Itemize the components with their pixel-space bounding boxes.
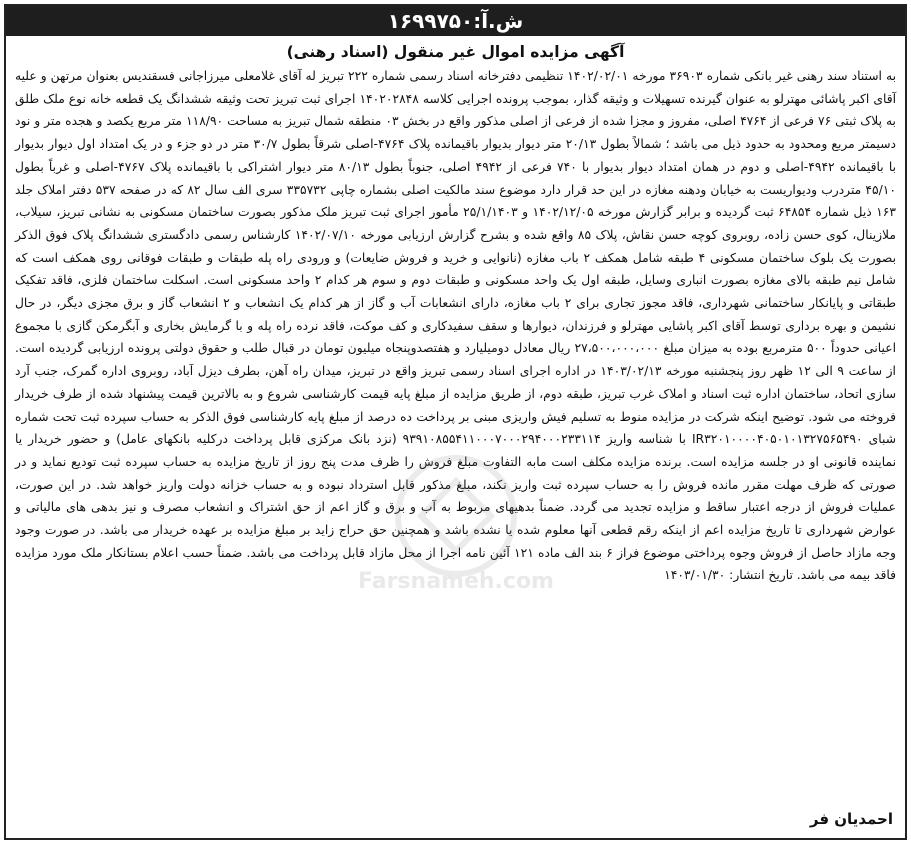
watermark-text: Farsnameh.com bbox=[358, 569, 554, 594]
notice-code-header bbox=[6, 6, 905, 36]
notice-body-paragraph: به استناد سند رهنی غیر بانکی شماره ۳۶۹۰۳ مورخه ۱۴۰۲/۰۲/۰۱ تنظیمی دفترخانه اسناد رسمی شماره ۲۲۲ تبریز له آقای غلامعلی میرزاجانی فسقندیس بعنوان مرتهن و علیه آقای اکبر پاشائی مهترلو به عنوان گیرنده تسهیلات و وثیقه گذار، بموجب پرونده اجرایی کلاسه ۱۴۰۲۰۲۸۴۸ اجرای ثبت تبریز تحت وثیقه ششدانگ یک قطعه خانه نوع ملک طلق به پلاک ثبتی ۷۶ فرعی از ۴۷۶۴ اصلی، مفروز و مجزا شده از فرعی از اصلی مذکور واقع در بخش ۰۳ منطقه شمال تبریز به مساحت ۱۱۸/۹۰ متر مربع یکصد و هجده متر و نود دسیمتر مربع ومحدود به حدود ذیل می باشد ؛ شمالاً بطول ۲۰/۱۳ متر دیوار بدیوار باقیمانده پلاک ۴۷۶۴-اصلی شرقاً بطول ۳۰/۷ متر در دو جزء و در یک امتداد اول دیوار بدیوار با باقیمانده ۴۹۴۲-اصلی و دوم در همان امتداد دیوار بدیوار با ۷۴۰ فرعی از ۴۹۴۲ اصلی، جنوباً بطول ۸۰/۱۳ متر دیوار اشتراکی با باقیمانده پلاک ۴۷۶۷-اصلی و غرباً بطول ۴۵/۱۰ متردرب ودیواریست به خیابان ودهنه مغازه در این حد قرار دارد موضوع سند مالکیت اصلی بشماره چاپی ۳۳۵۷۳۲ سری الف سال ۸۲ که در صفحه ۵۳۷ دفتر املاک جلد ۱۶۳ ذیل شماره ۶۴۸۵۴ ثبت گردیده و برابر گزارش مورخه ۱۴۰۲/۱۲/۰۵ و ۲۵/۱/۱۴۰۳ مأمور اجرای ثبت تبریز ملک مذکور بصورت ساختمان مسکونی به نشانی تبریز، سیلاب، ملازینال، کوی حسن زاده، روبروی کوچه حسن نقاش، پلاک ۸۵ واقع شده و بشرح گزارش ارزیابی مورخه ۱۴۰۲/۰۷/۱۰ کارشناس رسمی دادگستری ششدانگ پلاک فوق الذکر بصورت یک بلوک ساختمان مسکونی ۴ طبقه شامل همکف ۲ باب مغازه (نانوایی و خرید و فروش ضایعات) و ورودی راه پله طبقات و طبقات فوقانی روی همکف است که شامل نیم طبقه بالای مغازه بصورت انباری وسایل، طبقه اول یک واحد مسکونی و طبقات دوم و سوم هر کدام ۲ واحد مسکونی است. اسکلت ساختمان فلزی، فاقد تفکیک طبقاتی و پایانکار ساختمانی شهرداری، فاقد مجوز تجاری برای ۲ باب مغازه، دارای انشعابات آب و گاز از هر کدام یک انشعاب و ۲ انشعاب گاز و برق مجزی دیگر، در حال نشیمن و بهره برداری توسط آقای اکبر پاشایی مهترلو و فرزندان، دیوارها و سقف سفیدکاری و کف موکت، فاقد نرده راه پله و با گرمایش بخاری و آبگرمکن گازی با مجموع اعیانی حدوداً ۵۰۰ مترمربع بوده به میزان مبلغ ۲۷،۵۰۰،۰۰۰،۰۰۰ ریال معادل دومیلیارد و هفتصدوپنجاه میلیون تومان در قبال طلب و حقوق دولتی پرونده ارزیابی گردیده است. از ساعت ۹ الی ۱۲ ظهر روز پنجشنبه مورخه ۱۴۰۳/۰۲/۱۳ در اداره اجرای اسناد رسمی تبریز واقع در تبریز، میدان راه آهن، بطرف دیزل آباد، روبروی اداره گمرک، جنب آرد سازی اتحاد، ساختمان اداره ثبت اسناد و املاک غرب تبریز، طبقه دوم، از طریق مزایده از مبلغ پایه قیمت کارشناسی شروع و به بالاترین قیمت پیشنهاد شده از طرف خریدار فروخته می شود. توضیح اینکه شرکت در مزایده منوط به تسلیم فیش واریزی مبنی بر پرداخت ده درصد از مبلغ پایه کارشناسی فوق الذکر به حساب سپرده ثبت تحت شماره شبای IR۳۲۰۱۰۰۰۰۴۰۵۰۱۰۱۳۲۷۵۶۵۴۹۰ با شناسه واریز ۹۳۹۱۰۸۵۵۴۱۱۰۰۰۷۰۰۰۲۹۴۰۰۰۲۳۳۱۱۴ (نزد بانک مرکزی قابل پرداخت درکلیه بانکهای عامل) و حضور خریدار یا نماینده قانونی او در جلسه مزایده است. برنده مزایده مکلف است مابه التفاوت مبلغ فروش را ظرف مدت پنج روز از تاریخ مزایده به حساب سپرده ثبت تودیع نماید و در صورتی که ظرف مهلت مقرر مانده فروش را به حساب سپرده ثبت واریز نکند، مبلغ مذکور قابل استرداد نبوده و به حساب خزانه دولت واریز خواهد شد. در این صورت، عملیات فروش از درجه اعتبار ساقط و مزایده تجدید می گردد. ضمناً بدهیهای مربوط به آب و برق و گاز اعم از حق اشتراک و انشعاب مصرف و نیز بدهی های مالیاتی و عوارض شهرداری تا تاریخ مزایده اعم از اینکه رقم قطعی آنها معلوم شده یا نشده باشد و همچنین حق حراج زاید بر مبلغ مزایده بر عهده خریدار می باشد. در صورت وجود وجه مازاد حاصل از فروش وجوه پرداختی موضوع فراز ۶ بند الف ماده ۱۲۱ آئین نامه اجرا از محل مازاد قابل پرداخت می باشد. ضمناً حسب اعلام بستانکار ملک مورد مزایده فاقد بیمه می باشد. تاریخ انتشار: ۱۴۰۳/۰۱/۳۰ bbox=[15, 69, 897, 583]
notice-body bbox=[15, 65, 896, 587]
notice-title: آگهی مزایده اموال غیر منقول (اسناد رهنی) bbox=[286, 43, 625, 61]
signature: احمدیان فر bbox=[809, 810, 893, 828]
notice-code: ش.آ:۱۶۹۹۷۵۰ bbox=[387, 9, 524, 33]
auction-notice bbox=[4, 4, 907, 840]
